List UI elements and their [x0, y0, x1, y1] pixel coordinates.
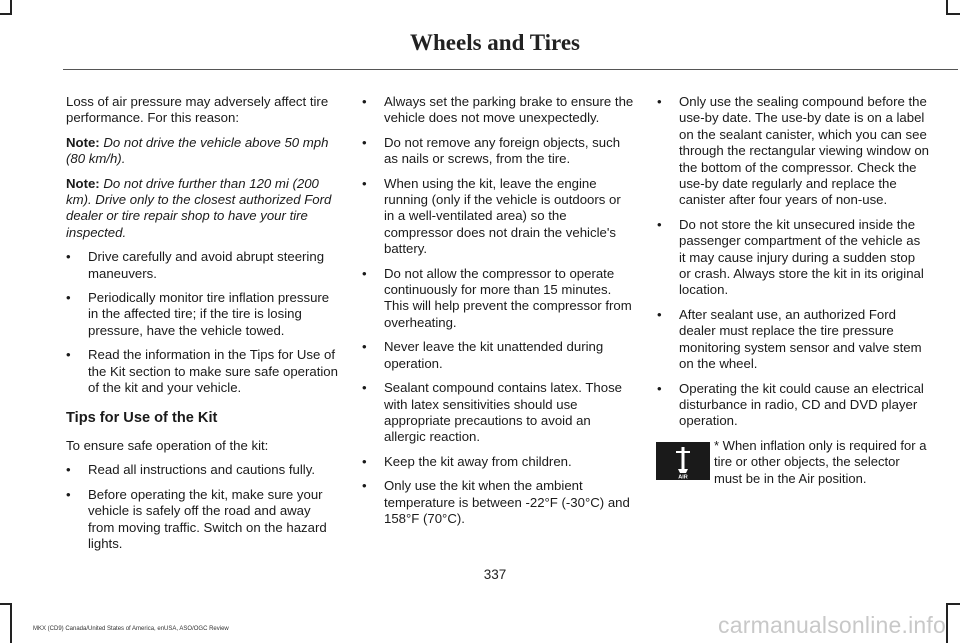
note-1 [66, 135, 338, 168]
air-label: AIR [678, 474, 688, 480]
air-selector-icon [656, 442, 710, 480]
bullet-list [362, 94, 634, 527]
column-3 [657, 94, 929, 487]
crop-mark [0, 603, 12, 605]
list-item: • Always set the parking brake to ensure the vehicle does not move unexpectedly. [362, 94, 634, 127]
figure-caption: * When inflation only is required for a tire or other objects, the selector must be in the Air position. [714, 437, 927, 486]
list-item: • Do not allow the compressor to operate continuously for more than 15 minutes. This will help prevent the compressor from overheating. [362, 266, 634, 332]
column-1 [66, 94, 338, 560]
list-item: • Only use the kit when the ambient temperature is between -22°F (-30°C) and 158°F (70°C). [362, 478, 634, 527]
list-item: • Sealant compound contains latex. Those with latex sensitivities should use appropriate precautions to avoid an allergic reaction. [362, 380, 634, 446]
header-divider [63, 69, 958, 70]
intro-paragraph: Loss of air pressure may adversely affect tire performance. For this reason: [66, 94, 329, 126]
crop-mark [946, 603, 960, 605]
list-item: • After sealant use, an authorized Ford dealer must replace the tire pressure monitoring system sensor and valve stem on the wheel. [657, 307, 929, 373]
section-heading: Tips for Use of the Kit [66, 409, 218, 426]
list-item: • Operating the kit could cause an electrical disturbance in radio, CD and DVD player operation. [657, 381, 929, 430]
list-item: • Do not store the kit unsecured inside the passenger compartment of the vehicle as it may cause injury during a sudden stop or crash. Always store the kit in its original location. [657, 217, 929, 299]
note-label: Note: [66, 134, 100, 150]
crop-mark [946, 603, 948, 643]
watermark: carmanualsonline.info [718, 612, 946, 638]
air-figure [657, 438, 929, 487]
crop-mark [10, 0, 12, 14]
list-item: • Read all instructions and cautions fully. [66, 462, 338, 478]
note-2 [66, 176, 338, 242]
list-item: • Read the information in the Tips for Use of the Kit section to make sure safe operation of the kit and your vehicle. [66, 347, 338, 396]
crop-mark [10, 603, 12, 643]
list-item: • Only use the sealing compound before the use-by date. The use-by date is on a label on the sealant canister, which you can see through the rectangular viewing window on the bottom of the compressor. Check the use-by date regularly and replace the canister after four years of non-use. [657, 94, 929, 209]
note-text: Do not drive further than 120 mi (200 km). Drive only to the closest authorized Ford dealer or tire repair shop to have your tire inspected. [66, 175, 332, 240]
crop-mark [0, 13, 12, 15]
page-number: 337 [483, 567, 507, 582]
column-2 [362, 94, 634, 535]
page-title: Wheels and Tires [410, 30, 580, 55]
list-item: • When using the kit, leave the engine running (only if the vehicle is outdoors or in a well-ventilated area) so the compressor does not drain the vehicle's battery. [362, 176, 634, 258]
list-item: • Keep the kit away from children. [362, 454, 634, 470]
crop-mark [946, 13, 960, 15]
crop-mark [946, 0, 948, 14]
list-item: • Do not remove any foreign objects, such as nails or screws, from the tire. [362, 135, 634, 168]
list-item: • Before operating the kit, make sure your vehicle is safely off the road and away from moving traffic. Switch on the hazard lights. [66, 487, 338, 553]
note-text: Do not drive the vehicle above 50 mph (80 km/h). [66, 134, 329, 167]
list-item: • Drive carefully and avoid abrupt steering maneuvers. [66, 249, 338, 282]
footer-text: MKX (CD9) Canada/United States of America, enUSA, ASO/OGC Review [33, 626, 229, 632]
tips-list [66, 462, 338, 552]
list-item: • Periodically monitor tire inflation pressure in the affected tire; if the tire is losing pressure, have the vehicle towed. [66, 290, 338, 339]
list-item: • Never leave the kit unattended during operation. [362, 339, 634, 372]
bullet-list [66, 249, 338, 396]
tips-intro: To ensure safe operation of the kit: [66, 437, 269, 453]
bullet-list [657, 94, 929, 430]
note-label: Note: [66, 175, 100, 191]
